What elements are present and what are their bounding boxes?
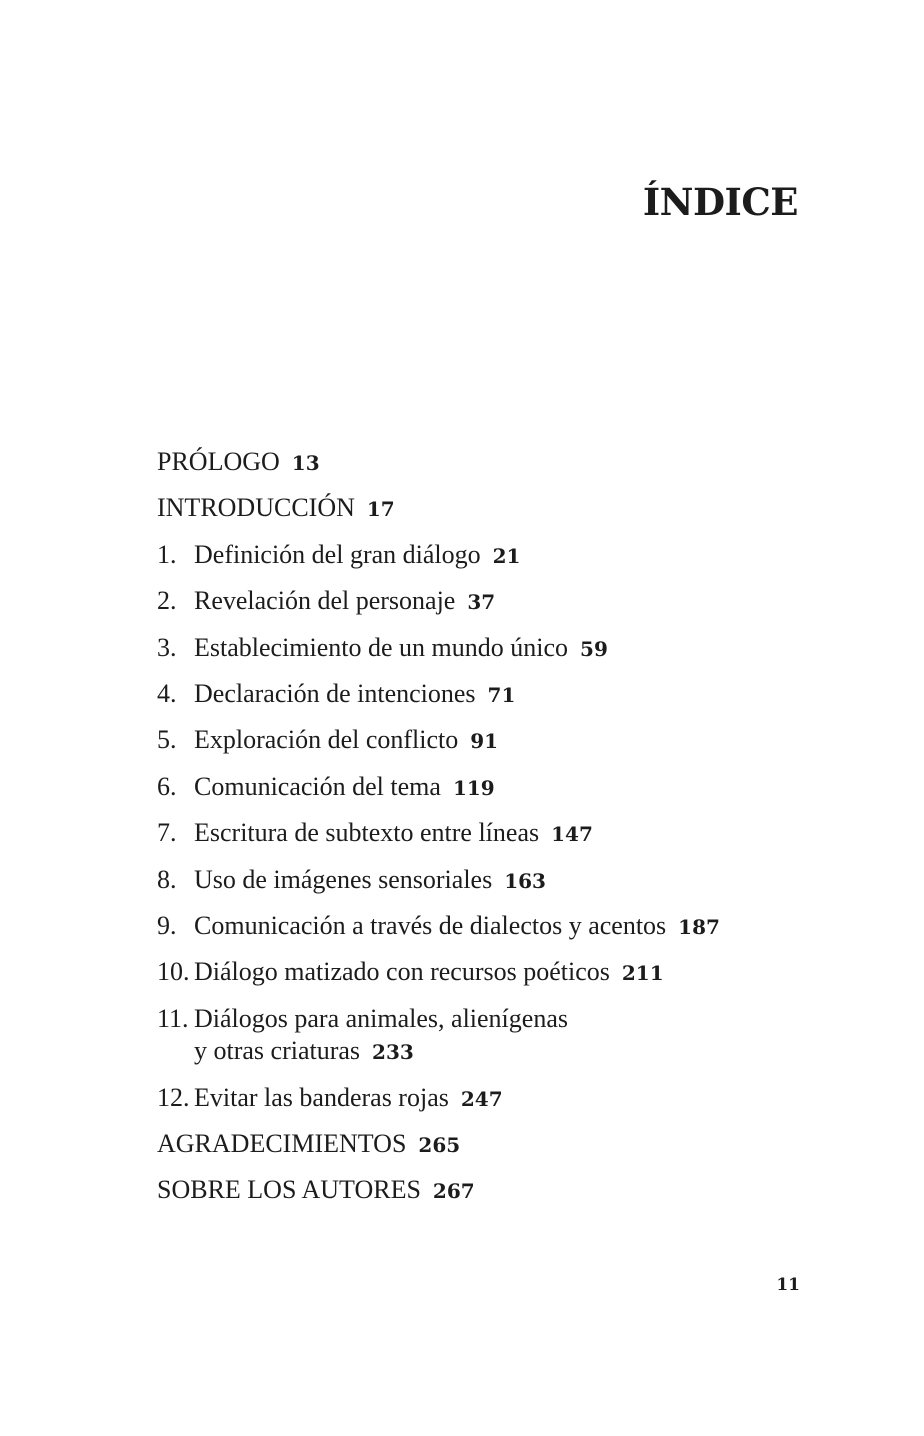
toc-entry-title-continued — [194, 1035, 568, 1068]
toc-entry-title: Evitar las banderas rojas — [194, 1082, 449, 1112]
toc-entry-title: SOBRE LOS AUTORES — [157, 1175, 421, 1205]
toc-entry-number: 3. — [157, 632, 177, 662]
toc-entry-chapter-9 — [157, 910, 837, 956]
toc-entry-sobre-los-autores — [157, 1174, 837, 1220]
toc-entry-body — [194, 724, 498, 757]
toc-entry-page: 21 — [492, 543, 521, 568]
toc-entry-number: 2. — [157, 586, 177, 616]
toc-entry-page: 211 — [621, 961, 664, 986]
toc-entry-title: Comunicación a través de dialectos y acentos — [194, 910, 667, 940]
toc-entry-title: Definición del gran diálogo — [194, 539, 481, 569]
toc-entry-title-line2: y otras criaturas — [194, 1035, 361, 1065]
toc-entry-number: 1. — [157, 539, 177, 569]
toc-entry-chapter-7 — [157, 817, 837, 863]
toc-entry-chapter-8 — [157, 864, 837, 910]
toc-entry-title: PRÓLOGO — [157, 447, 280, 476]
toc-entry-page: 247 — [460, 1086, 503, 1111]
toc-entry-page: 91 — [470, 729, 499, 754]
toc-entry-page: 71 — [487, 682, 516, 707]
toc-entry-prologo — [157, 446, 837, 492]
toc-entry-number: 8. — [157, 864, 177, 894]
toc-entry-page: 187 — [678, 914, 720, 939]
toc-entry-page: 59 — [580, 636, 608, 661]
toc-entry-title: Diálogos para animales, alienígenas — [194, 1003, 568, 1033]
toc-entry-body — [194, 1003, 568, 1068]
toc-entry-introduccion — [157, 492, 837, 538]
toc-entry-page: 119 — [452, 775, 495, 800]
toc-entry-body — [194, 1082, 503, 1115]
toc-entry-title: Exploración del conflicto — [194, 725, 459, 755]
toc-entry-chapter-2 — [157, 585, 837, 631]
toc-entry-chapter-1 — [157, 539, 837, 585]
toc-entry-body — [157, 1128, 460, 1161]
toc-entry-body — [194, 632, 608, 665]
toc-entry-body — [194, 817, 593, 850]
toc-entry-number: 6. — [157, 771, 177, 801]
toc-entry-chapter-3 — [157, 632, 837, 678]
toc-entry-title: Escritura de subtexto entre líneas — [194, 818, 540, 848]
table-of-contents — [157, 446, 837, 1221]
toc-entry-number: 11. — [157, 1003, 189, 1033]
toc-entry-body — [194, 864, 546, 897]
toc-entry-page: 147 — [551, 822, 593, 847]
toc-entry-chapter-11 — [157, 1003, 837, 1082]
toc-entry-number: 10. — [157, 957, 190, 987]
toc-entry-title: Comunicación del tema — [194, 771, 441, 801]
toc-entry-chapter-12 — [157, 1082, 837, 1128]
toc-entry-body — [157, 492, 395, 525]
toc-entry-page: 13 — [291, 451, 320, 475]
toc-entry-page: 233 — [372, 1039, 414, 1064]
toc-entry-title: Diálogo matizado con recursos poéticos — [194, 957, 610, 987]
toc-entry-body — [194, 771, 495, 804]
toc-entry-body — [194, 910, 720, 943]
toc-entry-body — [194, 678, 515, 711]
toc-entry-chapter-4 — [157, 678, 837, 724]
toc-entry-page: 163 — [504, 868, 546, 893]
toc-entry-number: 7. — [157, 818, 177, 848]
toc-entry-title: Revelación del personaje — [194, 586, 456, 616]
toc-entry-page: 37 — [467, 590, 496, 615]
toc-entry-title: Establecimiento de un mundo único — [194, 632, 569, 662]
toc-entry-title: AGRADECIMIENTOS — [157, 1129, 407, 1159]
toc-entry-body — [194, 539, 520, 572]
toc-entry-agradecimientos — [157, 1128, 837, 1174]
toc-entry-chapter-6 — [157, 771, 837, 817]
toc-entry-number: 12. — [157, 1082, 190, 1112]
toc-entry-page: 267 — [432, 1179, 475, 1204]
page-title: ÍNDICE — [642, 180, 798, 224]
toc-entry-page: 17 — [366, 497, 395, 522]
toc-entry-title: Declaración de intenciones — [194, 678, 476, 708]
toc-entry-number: 4. — [157, 678, 177, 708]
toc-entry-body — [157, 1174, 475, 1207]
toc-entry-chapter-10 — [157, 956, 837, 1002]
toc-entry-body — [194, 585, 495, 618]
toc-entry-chapter-5 — [157, 724, 837, 770]
toc-entry-number: 5. — [157, 725, 177, 755]
toc-entry-body — [194, 956, 664, 989]
toc-entry-body — [157, 446, 320, 479]
toc-entry-page: 265 — [418, 1133, 461, 1158]
page-number: 11 — [776, 1275, 800, 1295]
toc-entry-number: 9. — [157, 910, 177, 940]
toc-entry-title: Uso de imágenes sensoriales — [194, 864, 493, 894]
toc-entry-title: INTRODUCCIÓN — [157, 493, 355, 523]
